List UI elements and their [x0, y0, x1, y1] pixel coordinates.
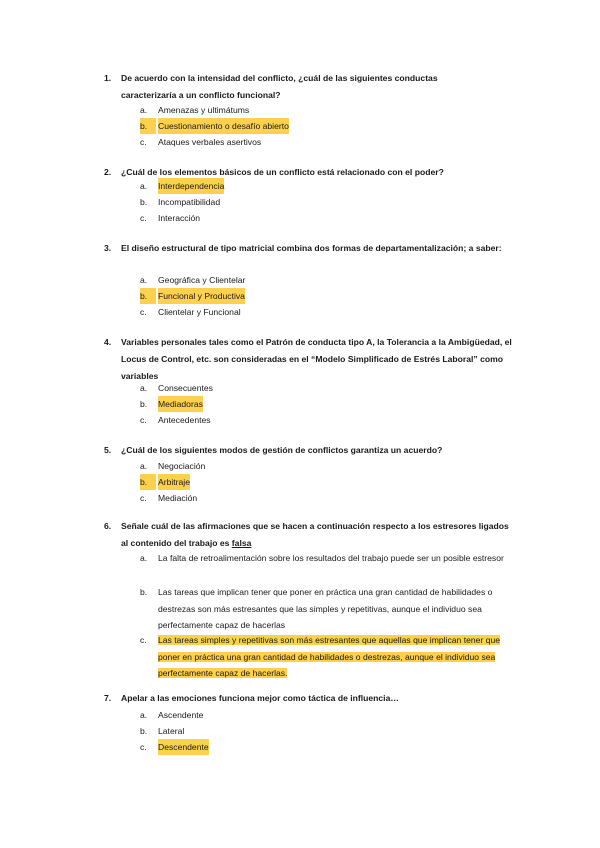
- option-text-highlighted: Arbitraje: [158, 474, 190, 490]
- question-number: 5.: [104, 445, 112, 455]
- option-b[interactable]: [0, 194, 600, 210]
- question-text: ¿Cuál de los siguientes modos de gestión de conflictos garantiza un acuerdo?: [121, 445, 443, 455]
- option-letter: a.: [140, 383, 148, 393]
- option-a[interactable]: [0, 380, 600, 396]
- option-text: Interacción: [158, 213, 201, 223]
- option-text: Las tareas que implican tener que poner en práctica una gran cantidad de habilidades o destrezas son más estresantes que las simples y repetitivas, aunque el individuo sea perfectamente capaz de hacerlas: [158, 587, 493, 630]
- option-letter: c.: [140, 493, 147, 503]
- option-a[interactable]: [0, 458, 600, 474]
- question-number: 2.: [104, 167, 112, 177]
- option-letter: c.: [140, 742, 147, 752]
- option-c[interactable]: [0, 210, 600, 226]
- option-a[interactable]: [0, 550, 600, 584]
- option-letter: b.: [140, 399, 148, 409]
- option-text: La falta de retroalimentación sobre los resultados del trabajo puede ser un posible estresor: [158, 553, 504, 563]
- question-number: 4.: [104, 337, 112, 347]
- option-text-highlighted: Las tareas simples y repetitivas son más estresantes que aquellas que implican tener que poner en práctica una gran cantidad de habilidades o destrezas, aunque el individuo sea perfectamente capaz de hacerlas.: [158, 635, 501, 678]
- option-a[interactable]: [0, 707, 600, 723]
- question-text: [121, 518, 516, 552]
- option-letter: b.: [140, 587, 148, 597]
- option-c-correct[interactable]: [0, 739, 600, 755]
- question-text: ¿Cuál de los elementos básicos de un conflicto está relacionado con el poder?: [121, 167, 444, 177]
- option-letter: c.: [140, 635, 147, 645]
- question-number: 6.: [104, 521, 112, 531]
- option-letter: a.: [140, 181, 148, 191]
- option-text: Amenazas y ultimátums: [158, 105, 250, 115]
- option-text-highlighted: Interdependencia: [158, 178, 224, 194]
- option-letter: c.: [140, 137, 147, 147]
- option-text: Incompatibilidad: [158, 197, 221, 207]
- question-text: El diseño estructural de tipo matricial combina dos formas de departamentalización; a saber:: [121, 243, 502, 253]
- option-a[interactable]: [0, 272, 600, 288]
- option-text: Ataques verbales asertivos: [158, 137, 262, 147]
- option-letter: a.: [140, 105, 148, 115]
- option-text: Consecuentes: [158, 383, 213, 393]
- option-letter: c.: [140, 307, 147, 317]
- option-text-highlighted: Funcional y Productiva: [158, 288, 245, 304]
- option-letter: b.: [140, 474, 156, 490]
- option-b-correct[interactable]: [0, 396, 600, 412]
- option-letter: b.: [140, 726, 148, 736]
- option-text-highlighted: Mediadoras: [158, 396, 203, 412]
- question-text: Variables personales tales como el Patrón de conducta tipo A, la Tolerancia a la Ambigüedad, el Locus de Control, etc. son consideradas en el “Modelo Simplificado de Estrés Laboral” como variables: [121, 337, 512, 381]
- option-c[interactable]: [0, 490, 600, 506]
- option-text-highlighted: Descendente: [158, 739, 209, 755]
- option-c[interactable]: [0, 304, 600, 320]
- option-a[interactable]: [0, 102, 600, 118]
- option-c-correct[interactable]: [0, 632, 600, 682]
- question-text: De acuerdo con la intensidad del conflicto, ¿cuál de las siguientes conductas caracterizaría a un conflicto funcional?: [121, 73, 438, 100]
- option-letter: b.: [140, 197, 148, 207]
- option-letter: a.: [140, 461, 148, 471]
- option-text: Lateral: [158, 726, 185, 736]
- option-b[interactable]: [0, 584, 600, 634]
- option-text: Negociación: [158, 461, 206, 471]
- option-letter: b.: [140, 118, 156, 134]
- option-c[interactable]: [0, 412, 600, 428]
- option-text: Ascendente: [158, 710, 204, 720]
- question-number: 1.: [104, 73, 112, 83]
- option-letter: c.: [140, 415, 147, 425]
- question-text-main: Señale cuál de las afirmaciones que se hacen a continuación respecto a los estresores ligados al contenido del trabajo es: [121, 521, 509, 548]
- option-text-wrapper: [158, 632, 518, 682]
- option-a-correct[interactable]: [0, 178, 600, 194]
- option-b-correct[interactable]: [0, 474, 600, 490]
- option-b[interactable]: [0, 723, 600, 739]
- option-text-highlighted: Cuestionamiento o desafío abierto: [158, 118, 289, 134]
- option-letter: a.: [140, 553, 148, 563]
- option-c[interactable]: [0, 134, 600, 150]
- option-letter: a.: [140, 275, 148, 285]
- option-text: Antecedentes: [158, 415, 211, 425]
- option-b-correct[interactable]: [0, 118, 600, 134]
- option-b-correct[interactable]: [0, 288, 600, 304]
- question-number: 7.: [104, 693, 112, 703]
- option-letter: c.: [140, 213, 147, 223]
- option-text: Clientelar y Funcional: [158, 307, 241, 317]
- option-letter: a.: [140, 710, 148, 720]
- question-number: 3.: [104, 243, 112, 253]
- option-text: Geográfica y Clientelar: [158, 275, 246, 285]
- question-text-emphasis: falsa: [231, 538, 252, 548]
- question-text: Apelar a las emociones funciona mejor como táctica de influencia…: [121, 693, 399, 703]
- option-text: Mediación: [158, 493, 198, 503]
- option-letter: b.: [140, 288, 156, 304]
